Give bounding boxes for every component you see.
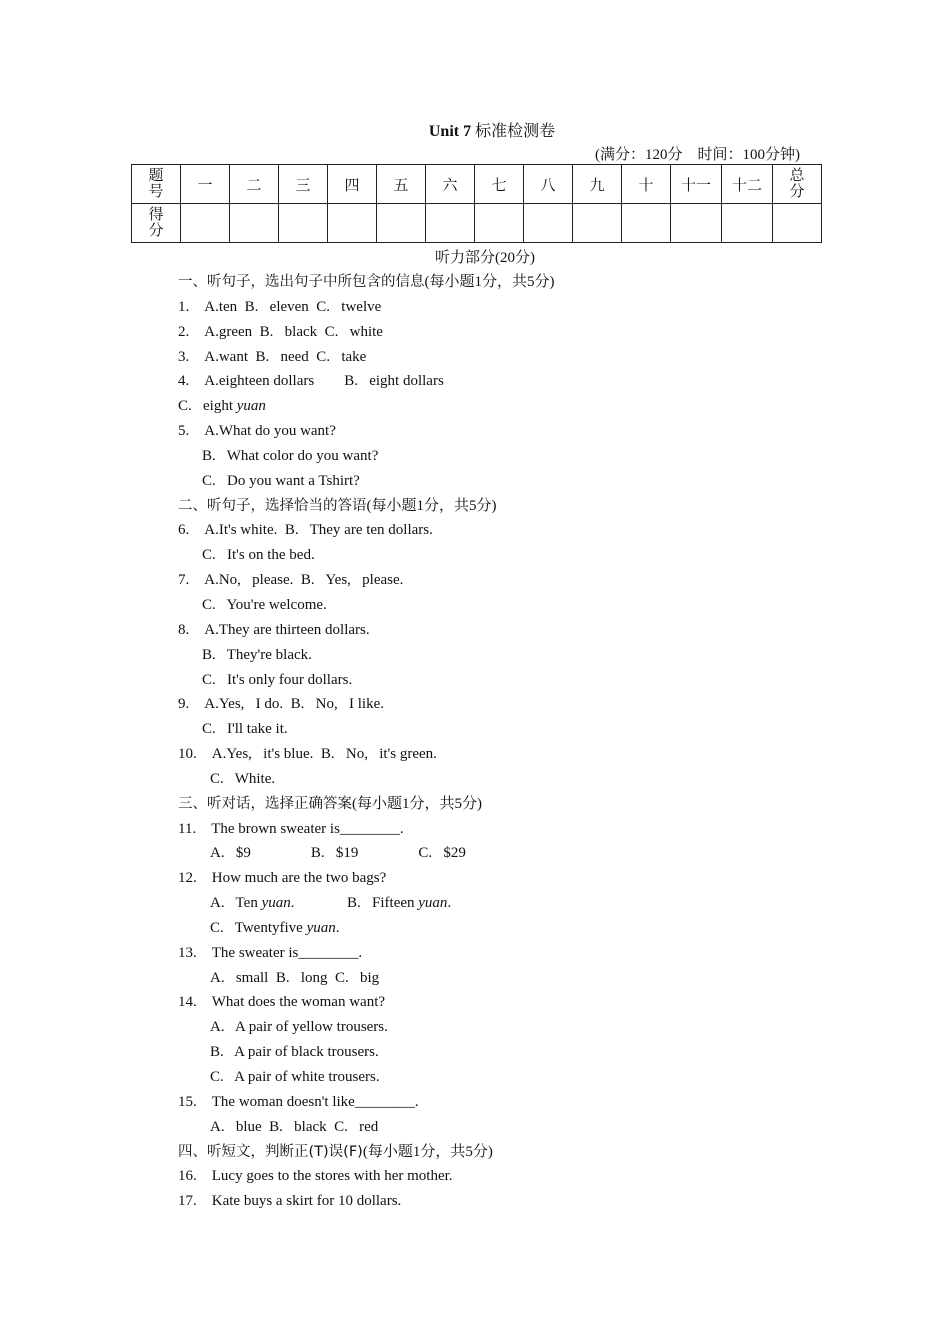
question: 14. What does the woman want? xyxy=(178,994,386,1011)
col-header: 三 xyxy=(279,165,328,204)
score-cell xyxy=(671,204,722,243)
section-heading: 一、听句子，选出句子中所包含的信息(每小题1分，共5分) xyxy=(178,274,555,290)
score-cell-total xyxy=(773,204,822,243)
col-header-total: 总 分 xyxy=(773,165,822,204)
title-unit: Unit 7 xyxy=(428,123,472,140)
score-cell xyxy=(181,204,230,243)
col-header: 八 xyxy=(524,165,573,204)
question-option: C. Do you want a Tshirt? xyxy=(202,472,360,489)
score-cell xyxy=(328,204,377,243)
question: 10. A.Yes, it's blue. B. No, it's green. xyxy=(178,746,437,763)
question: 13. The sweater is________. xyxy=(178,944,363,961)
score-table xyxy=(131,164,822,243)
question: 11. The brown sweater is________. xyxy=(178,820,404,837)
score-table-row-header xyxy=(132,165,822,204)
question-option: C. Twentyfive yuan. xyxy=(210,919,340,936)
row-label-defen: 得 分 xyxy=(132,204,181,243)
question: 3. A.want B. need C. take xyxy=(178,348,367,365)
questions-body xyxy=(178,270,555,1214)
score-cell xyxy=(377,204,426,243)
question-option: A. small B. long C. big xyxy=(210,969,380,986)
question: 6. A.It's white. B. They are ten dollars. xyxy=(178,522,433,539)
score-cell xyxy=(230,204,279,243)
question: 15. The woman doesn't like________. xyxy=(178,1093,419,1110)
question-option: A. Ten yuan. B. Fifteen yuan. xyxy=(210,895,452,912)
section-heading: 二、听句子，选择恰当的答语(每小题1分，共5分) xyxy=(178,497,497,514)
col-header: 六 xyxy=(426,165,475,204)
exam-meta: (满分：120分 时间：100分钟) xyxy=(595,147,800,163)
question-option: C. A pair of white trousers. xyxy=(210,1069,380,1085)
question: 8. A.They are thirteen dollars. xyxy=(178,621,370,638)
title-text: 标准检测卷 xyxy=(475,123,556,140)
question: 17. Kate buys a skirt for 10 dollars. xyxy=(178,1193,402,1210)
question-option: C. It's on the bed. xyxy=(202,547,315,564)
question: 7. A.No, please. B. Yes, please. xyxy=(178,572,404,589)
section-heading: 三、听对话，选择正确答案(每小题1分，共5分) xyxy=(178,795,482,812)
question: 2. A.green B. black C. white xyxy=(178,323,383,340)
question-option: A. blue B. black C. red xyxy=(210,1118,379,1135)
col-header: 十二 xyxy=(722,165,773,204)
question: 12. How much are the two bags? xyxy=(178,870,387,887)
question-option: C. It's only four dollars. xyxy=(202,671,353,688)
question-option: C. White. xyxy=(210,770,276,787)
question-option: A. A pair of yellow trousers. xyxy=(210,1019,388,1036)
score-cell xyxy=(622,204,671,243)
col-header: 五 xyxy=(377,165,426,204)
col-header: 十 xyxy=(622,165,671,204)
col-header: 七 xyxy=(475,165,524,204)
question-option: B. A pair of black trousers. xyxy=(210,1044,379,1061)
question-option: B. What color do you want? xyxy=(202,447,379,464)
score-cell xyxy=(524,204,573,243)
score-cell xyxy=(573,204,622,243)
section-heading: 四、听短文，判断正(T)误(F)(每小题1分，共5分) xyxy=(178,1143,493,1160)
question: 9. A.Yes, I do. B. No, I like. xyxy=(178,696,384,713)
col-header: 四 xyxy=(328,165,377,204)
question: 4. A.eighteen dollars B. eight dollars xyxy=(178,373,444,390)
question-option: A. $9 B. $19 C. $29 xyxy=(210,845,466,862)
question-option: B. They're black. xyxy=(202,646,312,663)
score-cell xyxy=(279,204,328,243)
col-header: 一 xyxy=(181,165,230,204)
score-cell xyxy=(722,204,773,243)
score-cell xyxy=(426,204,475,243)
col-header: 二 xyxy=(230,165,279,204)
question: 1. A.ten B. eleven C. twelve xyxy=(178,298,382,315)
score-table-row-score xyxy=(132,204,822,243)
question-option: C. You're welcome. xyxy=(202,596,327,613)
page-title xyxy=(0,118,950,141)
question: 16. Lucy goes to the stores with her mother. xyxy=(178,1168,453,1185)
listening-title: 听力部分(20分) xyxy=(435,250,535,266)
question: 5. A.What do you want? xyxy=(178,423,336,440)
row-label-tihao: 题 号 xyxy=(132,165,181,204)
question-option: C. I'll take it. xyxy=(202,721,288,738)
score-cell xyxy=(475,204,524,243)
col-header: 九 xyxy=(573,165,622,204)
col-header: 十一 xyxy=(671,165,722,204)
question-option: C. eight yuan xyxy=(178,398,266,415)
